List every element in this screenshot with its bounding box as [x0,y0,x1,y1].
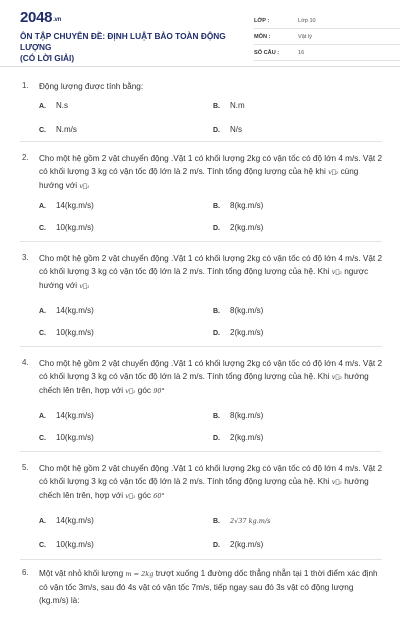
option-d[interactable]: D. 2(kg.m/s) [213,433,264,442]
option-a[interactable]: A. 14(kg.m/s) [39,306,94,315]
option-b[interactable]: B. 8(kg.m/s) [213,201,264,210]
document-header [20,0,382,64]
question-number: 5. [22,463,29,472]
option-d[interactable]: D. N/s [213,125,242,134]
meta-row-count: SỐ CÂU : 16 [254,45,400,61]
document-title: ÔN TẬP CHUYÊN ĐỀ: ĐỊNH LUẬT BẢO TOÀN ĐỘNG LƯỢNG (CÓ LỜI GIẢI) [20,31,226,63]
option-b[interactable]: B. 2√37 kg.m/s [213,517,271,525]
option-a[interactable]: A. 14(kg.m/s) [39,516,94,525]
option-d[interactable]: D. 2(kg.m/s) [213,540,264,549]
question-text: Cho một hệ gồm 2 vật chuyển động .Vật 1 có khối lượng 2kg có vận tốc có độ lớn 4 m/s. Vật 2 có khối lượng 3 kg có vận tốc độ lớn là 2 m/s. Tính tổng động lượng của hệ. Khi v⃗₂ ngược hướng với v⃗₁ [39,254,382,290]
option-c[interactable]: C. 10(kg.m/s) [39,328,94,337]
question-number: 1. [22,81,29,90]
question-4 [20,347,382,452]
option-a[interactable]: A. 14(kg.m/s) [39,201,94,210]
question-number: 3. [22,253,29,262]
question-number: 2. [22,153,29,162]
question-text: Một vật nhỏ khối lượng m = 2kg trượt xuống 1 đường dốc thẳng nhẵn tại 1 thời điểm xác định có vận tốc 3m/s, sau đó 4s vật có vận tốc 7m/s, tiếp ngay sau đó 3s vật có động lượng (kg.m/s) là: [39,569,378,605]
option-a[interactable]: A. N.s [39,101,68,110]
option-c[interactable]: C. 10(kg.m/s) [39,223,94,232]
question-text: Cho một hệ gồm 2 vật chuyển động .Vật 1 có khối lượng 2kg có vận tốc có độ lớn 4 m/s. Vật 2 có khối lượng 3 kg có vận tốc độ lớn là 2 m/s. Tính tổng động lượng của hệ. Khi v⃗₂ hướng chếch lên trên, hợp với v⃗₁ góc 90° [39,359,382,395]
meta-row-class: LỚP : Lớp 10 [254,13,400,29]
site-logo[interactable]: 2048.vn [20,9,61,26]
question-3 [20,242,382,347]
option-b[interactable]: B. N.m [213,101,245,110]
document-meta [254,13,400,61]
header-divider [0,66,400,67]
option-a[interactable]: A. 14(kg.m/s) [39,411,94,420]
question-2 [20,142,382,242]
option-c[interactable]: C. 10(kg.m/s) [39,433,94,442]
question-list [20,72,382,620]
question-number: 6. [22,568,29,577]
option-d[interactable]: D. 2(kg.m/s) [213,328,264,337]
question-text: Cho một hệ gồm 2 vật chuyển động .Vật 1 có khối lượng 2kg có vận tốc có độ lớn 4 m/s. Vật 2 có khối lượng 3 kg có vận tốc độ lớn là 2 m/s. Tính tổng động lượng của hệ khi v⃗₂ cùng hướng với v⃗₁ [39,154,382,190]
question-text: Động lượng được tính bằng: [39,82,144,91]
question-number: 4. [22,358,29,367]
meta-row-subject: MÔN : Vật lý [254,29,400,45]
question-5 [20,452,382,560]
option-c[interactable]: C. 10(kg.m/s) [39,540,94,549]
option-b[interactable]: B. 8(kg.m/s) [213,306,264,315]
question-1 [20,72,382,142]
option-c[interactable]: C. N.m/s [39,125,77,134]
question-text: Cho một hệ gồm 2 vật chuyển động .Vật 1 có khối lượng 2kg có vận tốc có độ lớn 4 m/s. Vật 2 có khối lượng 3 kg có vận tốc độ lớn là 2 m/s. Tính tổng động lượng của hệ. Khi v⃗₂ hướng chếch lên trên, hợp với v⃗₁ góc 60° [39,464,382,500]
option-b[interactable]: B. 8(kg.m/s) [213,411,264,420]
option-d[interactable]: D. 2(kg.m/s) [213,223,264,232]
question-6 [20,560,382,620]
